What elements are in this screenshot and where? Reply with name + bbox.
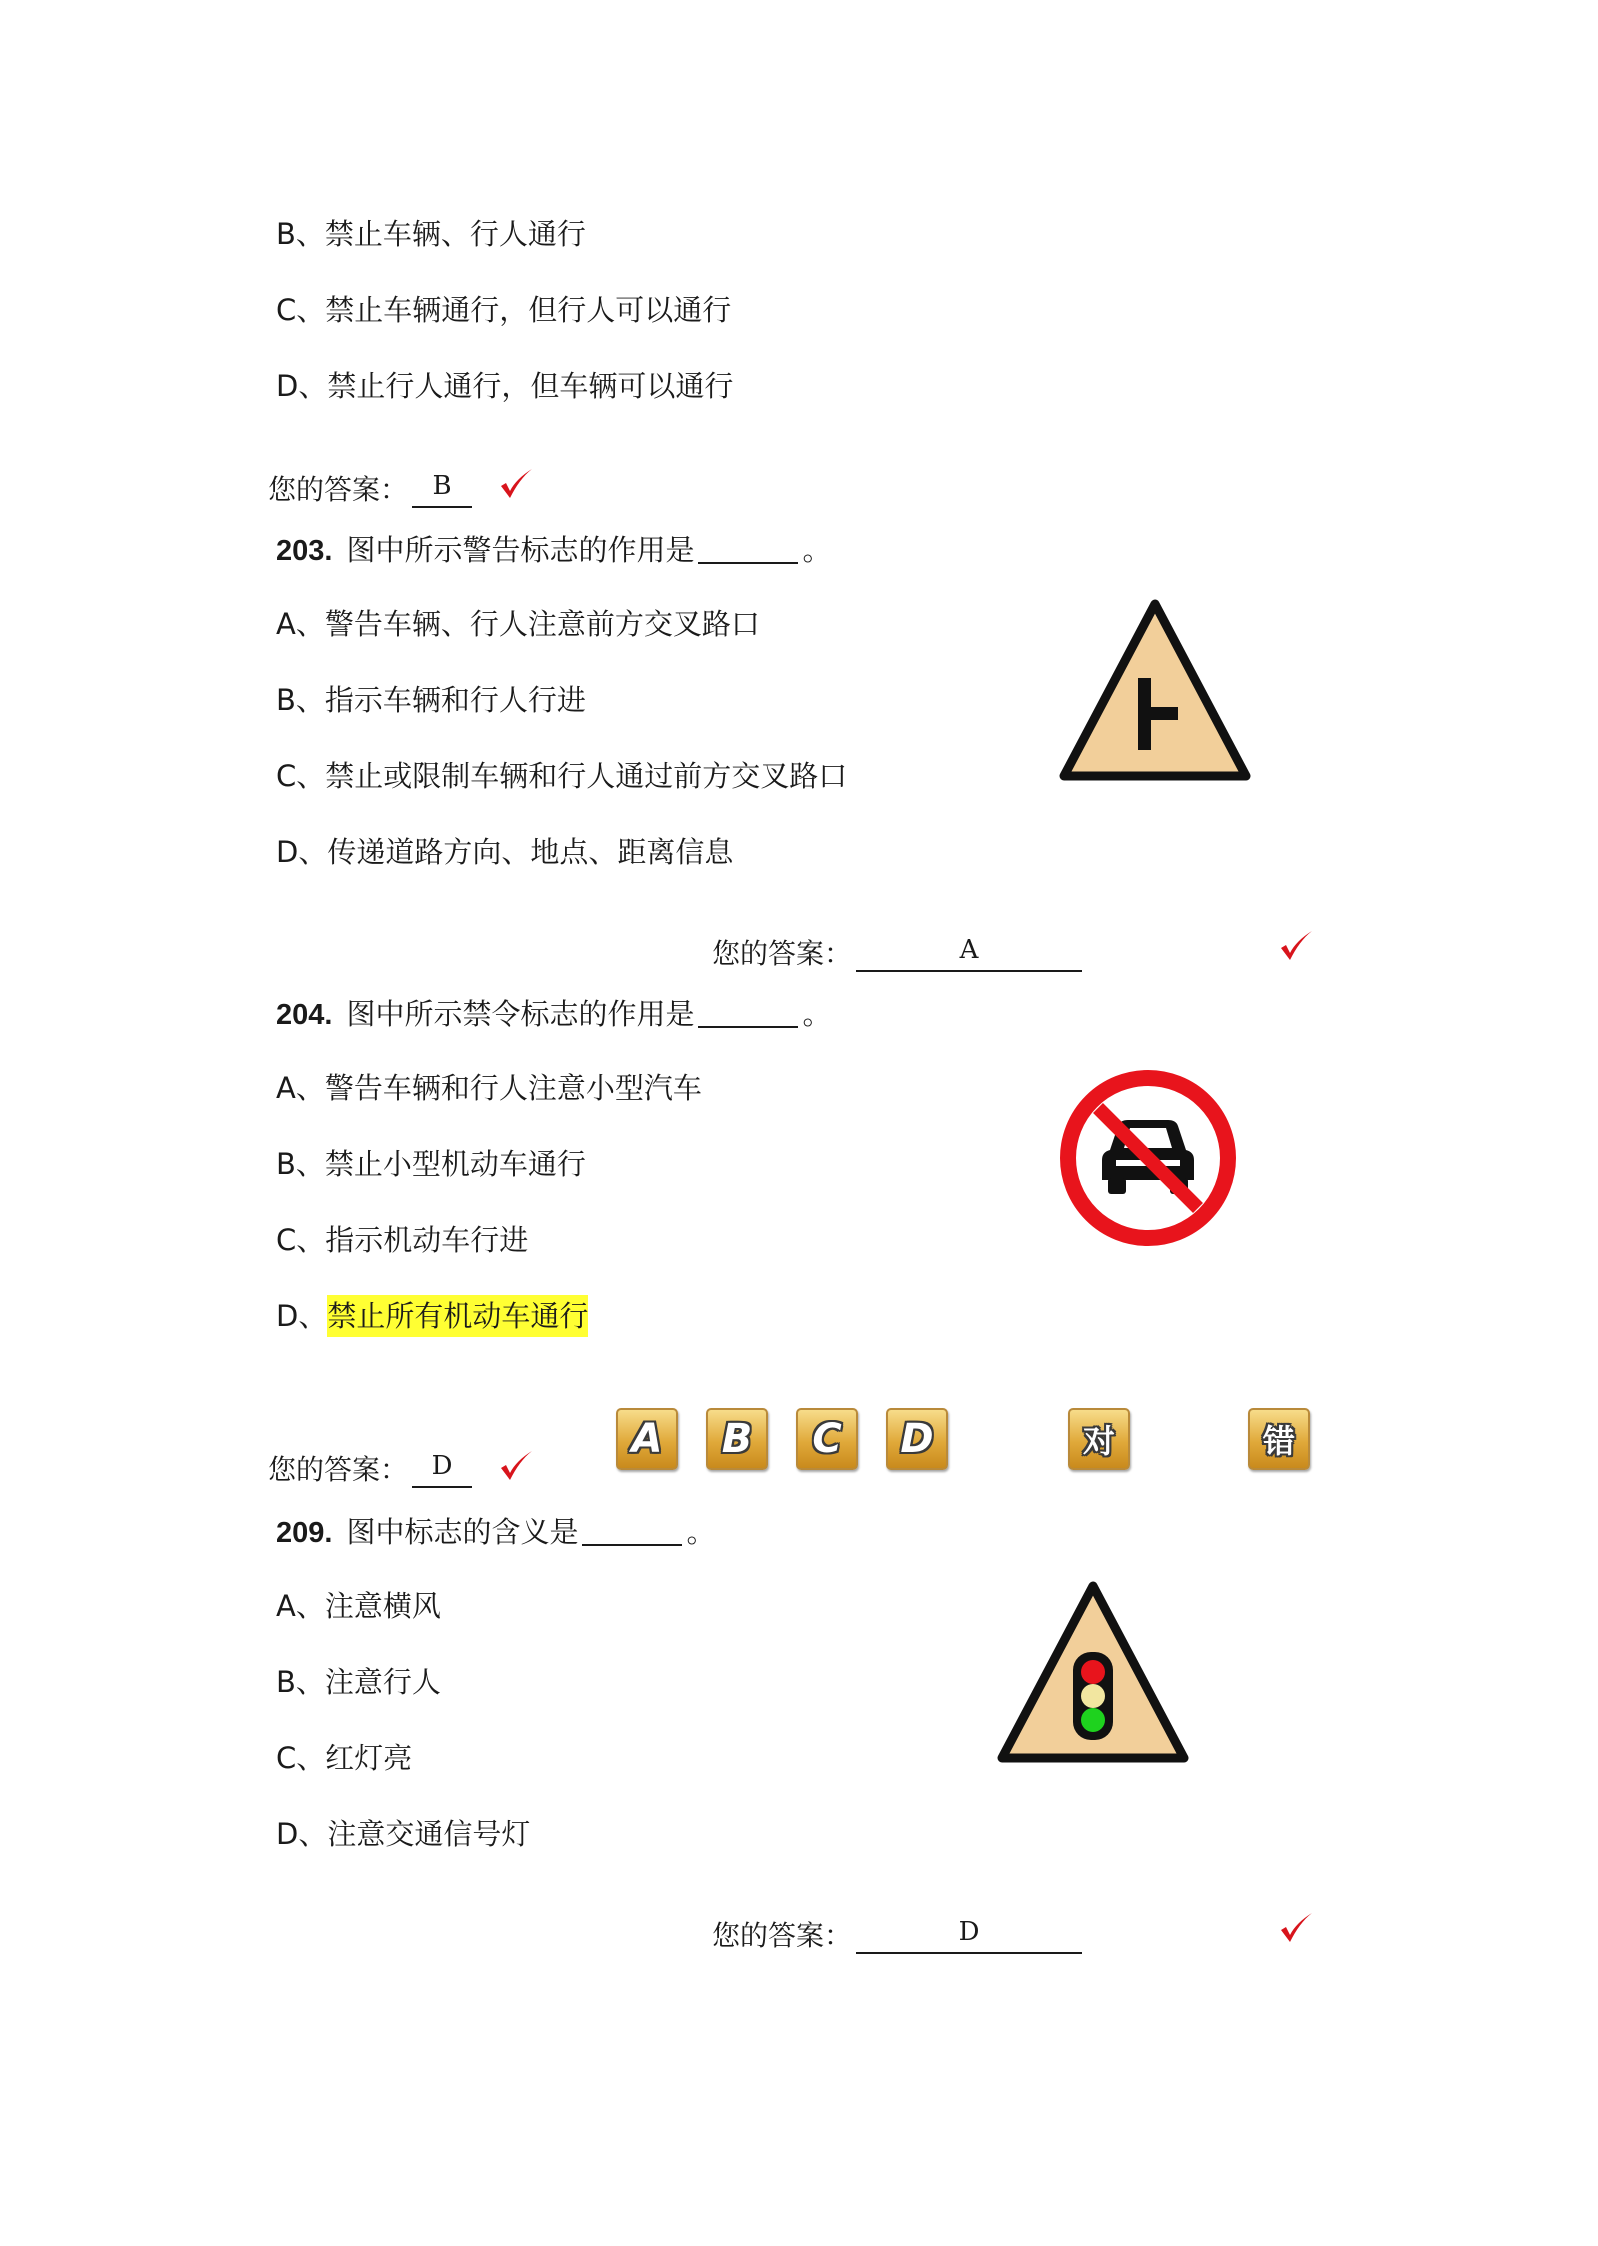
q209-option-d: D、注意交通信号灯 [276, 1817, 531, 1851]
q204-option-d: D、禁止所有机动车通行 [276, 1294, 588, 1335]
answer-d-button[interactable]: D [886, 1408, 948, 1470]
traffic-light-warning-sign-icon [996, 1580, 1190, 1766]
q203-check-icon [1278, 928, 1314, 964]
q203-text: 图中所示警告标志的作用是 [346, 533, 695, 567]
q204-title: 204. 图中所示禁令标志的作用是 。 [276, 997, 832, 1031]
crossroad-warning-sign-icon [1058, 598, 1252, 784]
q203-option-c: C、禁止或限制车辆和行人通过前方交叉路口 [276, 759, 848, 793]
answer-correct-button[interactable]: 对 [1068, 1408, 1130, 1470]
q203-blank [698, 536, 798, 564]
q204-option-a: A、警告车辆和行人注意小型汽车 [276, 1071, 702, 1105]
q204-text: 图中所示禁令标志的作用是 [346, 997, 695, 1031]
q209-option-c: C、红灯亮 [276, 1741, 413, 1775]
q202-option-d: D、禁止行人通行，但车辆可以通行 [276, 369, 734, 403]
q209-check-icon [1278, 1910, 1314, 1946]
q204-answer-value: D [412, 1446, 472, 1488]
q209-blank [582, 1518, 682, 1546]
q204-option-b: B、禁止小型机动车通行 [276, 1147, 586, 1181]
q202-answer-value: B [412, 466, 472, 508]
q204-number: 204. [276, 999, 333, 1031]
q209-option-a: A、注意横风 [276, 1589, 441, 1623]
q209-answer-label: 您的答案： [712, 1919, 853, 1952]
q204-blank [698, 1000, 798, 1028]
q202-check-icon [498, 466, 534, 502]
q204-option-d-highlighted: 禁止所有机动车通行 [327, 1295, 588, 1337]
q202-option-b: B、禁止车辆、行人通行 [276, 217, 586, 251]
q209-number: 209. [276, 1517, 333, 1549]
q203-answer-value: A [856, 930, 1082, 972]
q203-option-b: B、指示车辆和行人行进 [276, 683, 586, 717]
q209-answer-value: D [856, 1912, 1082, 1954]
q204-option-c: C、指示机动车行进 [276, 1223, 529, 1257]
q203-answer-label: 您的答案： [712, 937, 853, 970]
q204-answer-label: 您的答案： [268, 1453, 409, 1486]
answer-wrong-button[interactable]: 错 [1248, 1408, 1310, 1470]
q203-option-d: D、传递道路方向、地点、距离信息 [276, 835, 734, 869]
q209-text: 图中标志的含义是 [346, 1515, 579, 1549]
q203-option-a: A、警告车辆、行人注意前方交叉路口 [276, 607, 760, 641]
q209-title: 209. 图中标志的含义是 。 [276, 1515, 716, 1549]
q209-option-b: B、注意行人 [276, 1665, 441, 1699]
answer-b-button[interactable]: B [706, 1408, 768, 1470]
q202-option-c: C、禁止车辆通行，但行人可以通行 [276, 293, 732, 327]
q203-number: 203. [276, 535, 333, 567]
q204-check-icon [498, 1448, 534, 1484]
q202-answer-label: 您的答案： [268, 473, 409, 506]
answer-a-button[interactable]: A [616, 1408, 678, 1470]
q203-title: 203. 图中所示警告标志的作用是 。 [276, 533, 832, 567]
answer-c-button[interactable]: C [796, 1408, 858, 1470]
no-motor-vehicles-sign-icon [1058, 1068, 1238, 1248]
